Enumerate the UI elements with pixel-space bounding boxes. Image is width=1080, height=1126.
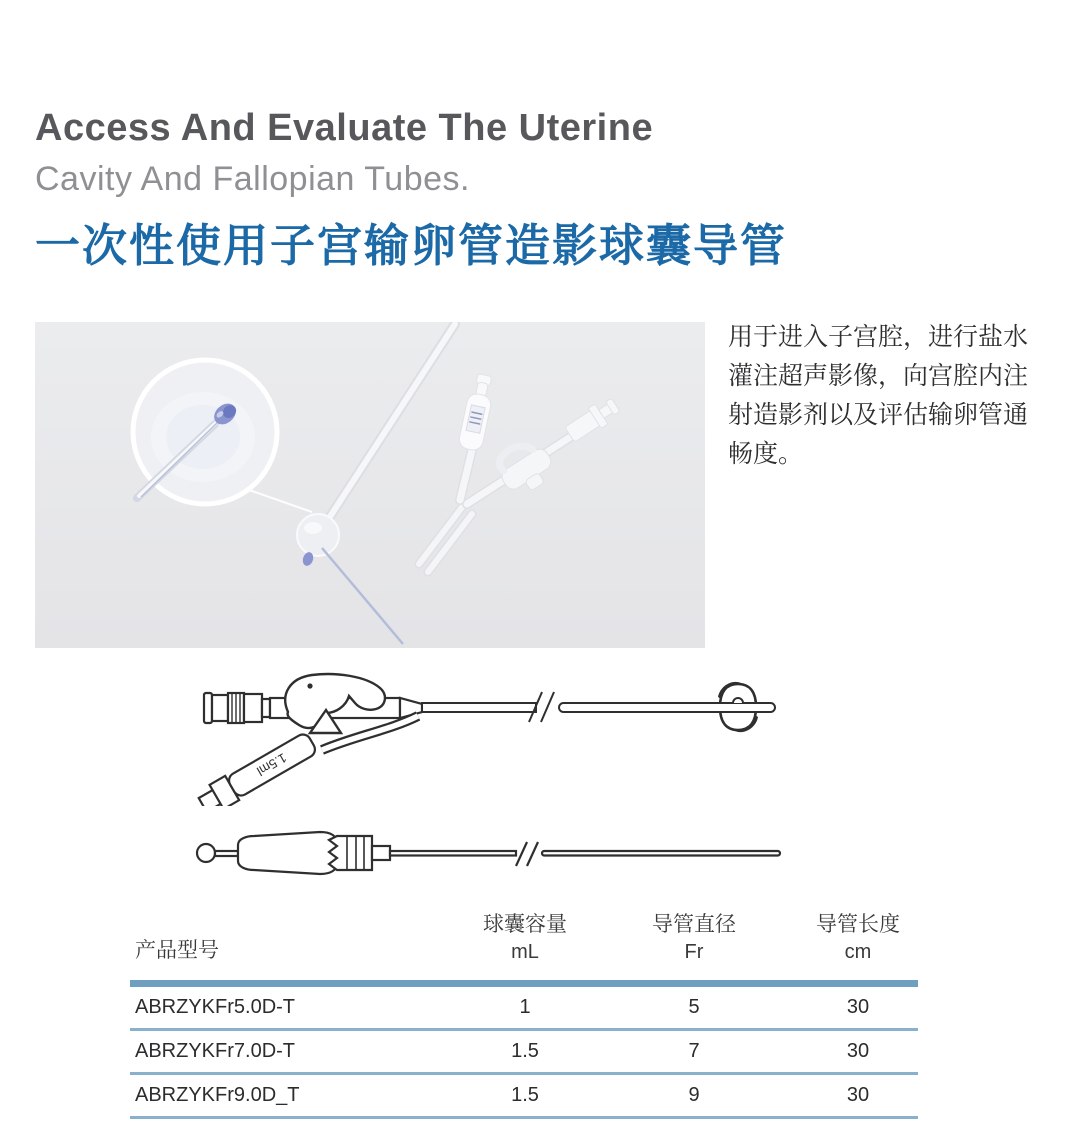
cell-length: 30 xyxy=(798,1030,918,1074)
spec-table-header-row xyxy=(130,908,918,984)
col-header-catheter-diameter: 导管直径 Fr xyxy=(590,908,798,984)
table-row xyxy=(130,984,918,1030)
cell-capacity: 1 xyxy=(460,984,590,1030)
valve-volume-label: 1.5ml xyxy=(254,750,290,780)
cell-model: ABRZYKFr9.0D_T xyxy=(130,1074,460,1118)
cell-model: ABRZYKFr7.0D-T xyxy=(130,1030,460,1074)
col-header-balloon-capacity: 球囊容量 mL xyxy=(460,908,590,984)
title-chinese: 一次性使用子宫输卵管造影球囊导管 xyxy=(35,220,788,271)
cell-diameter: 7 xyxy=(590,1030,798,1074)
diagram-luer-lock xyxy=(204,693,270,723)
col-header-catheter-length: 导管长度 cm xyxy=(798,908,918,984)
photo-background xyxy=(35,322,705,648)
diagram-pinch-clamp xyxy=(285,674,385,733)
spec-table xyxy=(130,908,918,1119)
cell-capacity: 1.5 xyxy=(460,1030,590,1074)
product-photo xyxy=(35,322,705,648)
table-row xyxy=(130,1074,918,1118)
cell-length: 30 xyxy=(798,1074,918,1118)
balloon-catheter-diagram xyxy=(150,666,830,806)
product-description: 用于进入子宫腔，进行盐水灌注超声影像，向宫腔内注射造影剂以及评估输卵管通畅度。 xyxy=(728,323,1029,468)
cell-diameter: 5 xyxy=(590,984,798,1030)
table-row xyxy=(130,1030,918,1074)
cell-diameter: 9 xyxy=(590,1074,798,1118)
magnifier-circle-icon xyxy=(133,360,277,504)
page-header xyxy=(35,106,787,274)
cell-capacity: 1.5 xyxy=(460,1074,590,1118)
stylet-diagram xyxy=(150,818,830,890)
cell-length: 30 xyxy=(798,984,918,1030)
diagram-stylet xyxy=(197,832,780,874)
cell-model: ABRZYKFr5.0D-T xyxy=(130,984,460,1030)
col-header-model: 产品型号 xyxy=(130,908,460,984)
title-english-line1: Access And Evaluate The Uterine xyxy=(35,107,654,149)
diagram-inflation-branch xyxy=(196,716,418,806)
title-english-line2: Cavity And Fallopian Tubes. xyxy=(35,160,470,198)
